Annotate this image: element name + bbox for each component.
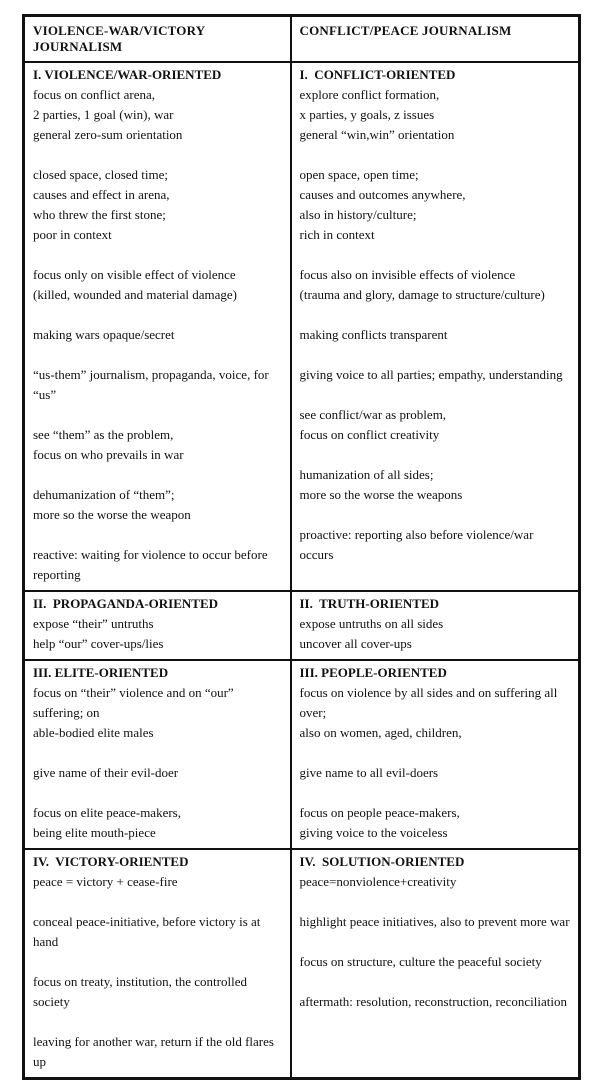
paragraph-group	[300, 85, 571, 145]
text-line: giving voice to the voiceless	[299, 825, 448, 840]
text-line: help “our” cover-ups/lies	[33, 636, 164, 651]
text-line: causes and effect in arena,	[33, 187, 170, 202]
paragraph-group	[33, 265, 282, 305]
section-4-left-title: IV. VICTORY-ORIENTED	[33, 854, 189, 869]
paragraph-group	[33, 912, 282, 952]
section-row-4	[24, 849, 580, 1079]
text-line: focus on treaty, institution, the controlled society	[33, 974, 251, 1009]
text-line: peace = victory + cease-fire	[33, 874, 178, 889]
paragraph-group	[300, 405, 571, 445]
paragraph-group	[33, 325, 282, 345]
header-cell-peace-journalism: CONFLICT/PEACE JOURNALISM	[291, 16, 580, 63]
text-line: expose “their” untruths	[33, 616, 154, 631]
paragraph-group	[33, 683, 282, 743]
text-line: focus on violence by all sides and on suffering all over;	[299, 685, 561, 720]
paragraph-group	[33, 763, 282, 783]
text-line: open space, open time;	[299, 167, 419, 182]
text-line: see conflict/war as problem,	[299, 407, 447, 422]
text-line: closed space, closed time;	[33, 167, 169, 182]
text-line: being elite mouth-piece	[33, 825, 156, 840]
text-line: leaving for another war, return if the old flares up	[33, 1034, 278, 1069]
section-row-2	[24, 591, 580, 660]
text-line: “us-them” journalism, propaganda, voice, for “us”	[33, 367, 272, 402]
paragraph-group	[33, 803, 282, 843]
section-4-right-cell	[291, 849, 580, 1079]
section-3-right-title: III. PEOPLE-ORIENTED	[299, 665, 447, 680]
paragraph-group	[300, 165, 571, 245]
section-row-1	[24, 62, 580, 591]
text-line: general “win,win” orientation	[299, 127, 455, 142]
text-line: also on women, aged, children,	[299, 725, 462, 740]
text-line: dehumanization of “them”;	[33, 487, 175, 502]
text-line: explore conflict formation,	[299, 87, 440, 102]
paragraph-group	[300, 683, 571, 743]
section-4-left-cell	[24, 849, 291, 1079]
text-line: more so the worse the weapons	[299, 487, 463, 502]
paragraph-group	[33, 872, 282, 892]
section-1-left-title: I. VIOLENCE/WAR-ORIENTED	[33, 67, 222, 82]
paragraph-group	[33, 85, 282, 145]
paragraph-group	[33, 425, 282, 465]
text-line: uncover all cover-ups	[299, 636, 412, 651]
section-2-left-title: II. PROPAGANDA-ORIENTED	[33, 596, 219, 611]
section-2-left-cell	[24, 591, 291, 660]
text-line: who threw the first stone;	[33, 207, 166, 222]
paragraph-group	[33, 365, 282, 405]
text-line: causes and outcomes anywhere,	[299, 187, 466, 202]
text-line: focus also on invisible effects of violence	[299, 267, 516, 282]
section-3-left-cell	[24, 660, 291, 849]
section-2-right-cell	[291, 591, 580, 660]
paragraph-group	[300, 872, 571, 892]
section-3-right-cell	[291, 660, 580, 849]
text-line: expose untruths on all sides	[299, 616, 444, 631]
text-line: highlight peace initiatives, also to prevent more war	[299, 914, 570, 929]
text-line: focus on people peace-makers,	[299, 805, 460, 820]
text-line: making conflicts transparent	[299, 327, 448, 342]
text-line: focus on elite peace-makers,	[33, 805, 181, 820]
paragraph-group	[300, 525, 571, 565]
section-row-3	[24, 660, 580, 849]
text-line: (killed, wounded and material damage)	[33, 287, 237, 302]
paragraph-group	[33, 485, 282, 525]
paragraph-group	[33, 1032, 282, 1072]
paragraph-group	[33, 972, 282, 1012]
text-line: making wars opaque/secret	[33, 327, 175, 342]
text-line: 2 parties, 1 goal (win), war	[33, 107, 174, 122]
section-1-left-cell	[24, 62, 291, 591]
paragraph-group	[300, 614, 571, 654]
section-2-right-title: II. TRUTH-ORIENTED	[299, 596, 440, 611]
text-line: conceal peace-initiative, before victory is at hand	[33, 914, 264, 949]
paragraph-group	[300, 365, 571, 385]
text-line: giving voice to all parties; empathy, understanding	[299, 367, 563, 382]
paragraph-group	[300, 952, 571, 972]
header-row	[24, 16, 580, 63]
section-1-right-cell	[291, 62, 580, 591]
text-line: focus on “their” violence and on “our” suffering; on	[33, 685, 237, 720]
section-3-left-title: III. ELITE-ORIENTED	[33, 665, 169, 680]
text-line: more so the worse the weapon	[33, 507, 191, 522]
table-body	[24, 62, 580, 1079]
paragraph-group	[33, 545, 282, 585]
text-line: focus on structure, culture the peaceful society	[299, 954, 542, 969]
text-line: able-bodied elite males	[33, 725, 154, 740]
text-line: give name of their evil-doer	[33, 765, 179, 780]
paragraph-group	[300, 465, 571, 505]
section-4-right-title: IV. SOLUTION-ORIENTED	[299, 854, 465, 869]
text-line: rich in context	[299, 227, 375, 242]
text-line: focus on conflict creativity	[299, 427, 440, 442]
header-cell-war-journalism: VIOLENCE-WAR/VICTORY JOURNALISM	[24, 16, 291, 63]
section-1-right-title: I. CONFLICT-ORIENTED	[299, 67, 456, 82]
text-line: focus only on visible effect of violence	[33, 267, 236, 282]
text-line: poor in context	[33, 227, 112, 242]
paragraph-group	[300, 265, 571, 305]
paragraph-group	[300, 992, 571, 1012]
text-line: aftermath: resolution, reconstruction, reconciliation	[299, 994, 567, 1009]
paragraph-group	[300, 912, 571, 932]
text-line: give name to all evil-doers	[299, 765, 439, 780]
paragraph-group	[300, 803, 571, 843]
text-line: also in history/culture;	[299, 207, 417, 222]
text-line: proactive: reporting also before violence/war occurs	[299, 527, 537, 562]
text-line: focus on who prevails in war	[33, 447, 184, 462]
paragraph-group	[33, 614, 282, 654]
paragraph-group	[300, 763, 571, 783]
text-line: general zero-sum orientation	[33, 127, 183, 142]
text-line: x parties, y goals, z issues	[299, 107, 435, 122]
text-line: peace=nonviolence+creativity	[299, 874, 457, 889]
text-line: focus on conflict arena,	[33, 87, 156, 102]
text-line: see “them” as the problem,	[33, 427, 174, 442]
paragraph-group	[33, 165, 282, 245]
paragraph-group	[300, 325, 571, 345]
text-line: reactive: waiting for violence to occur before reporting	[33, 547, 271, 582]
journalism-comparison-table	[22, 14, 581, 1080]
text-line: humanization of all sides;	[299, 467, 434, 482]
text-line: (trauma and glory, damage to structure/culture)	[299, 287, 545, 302]
